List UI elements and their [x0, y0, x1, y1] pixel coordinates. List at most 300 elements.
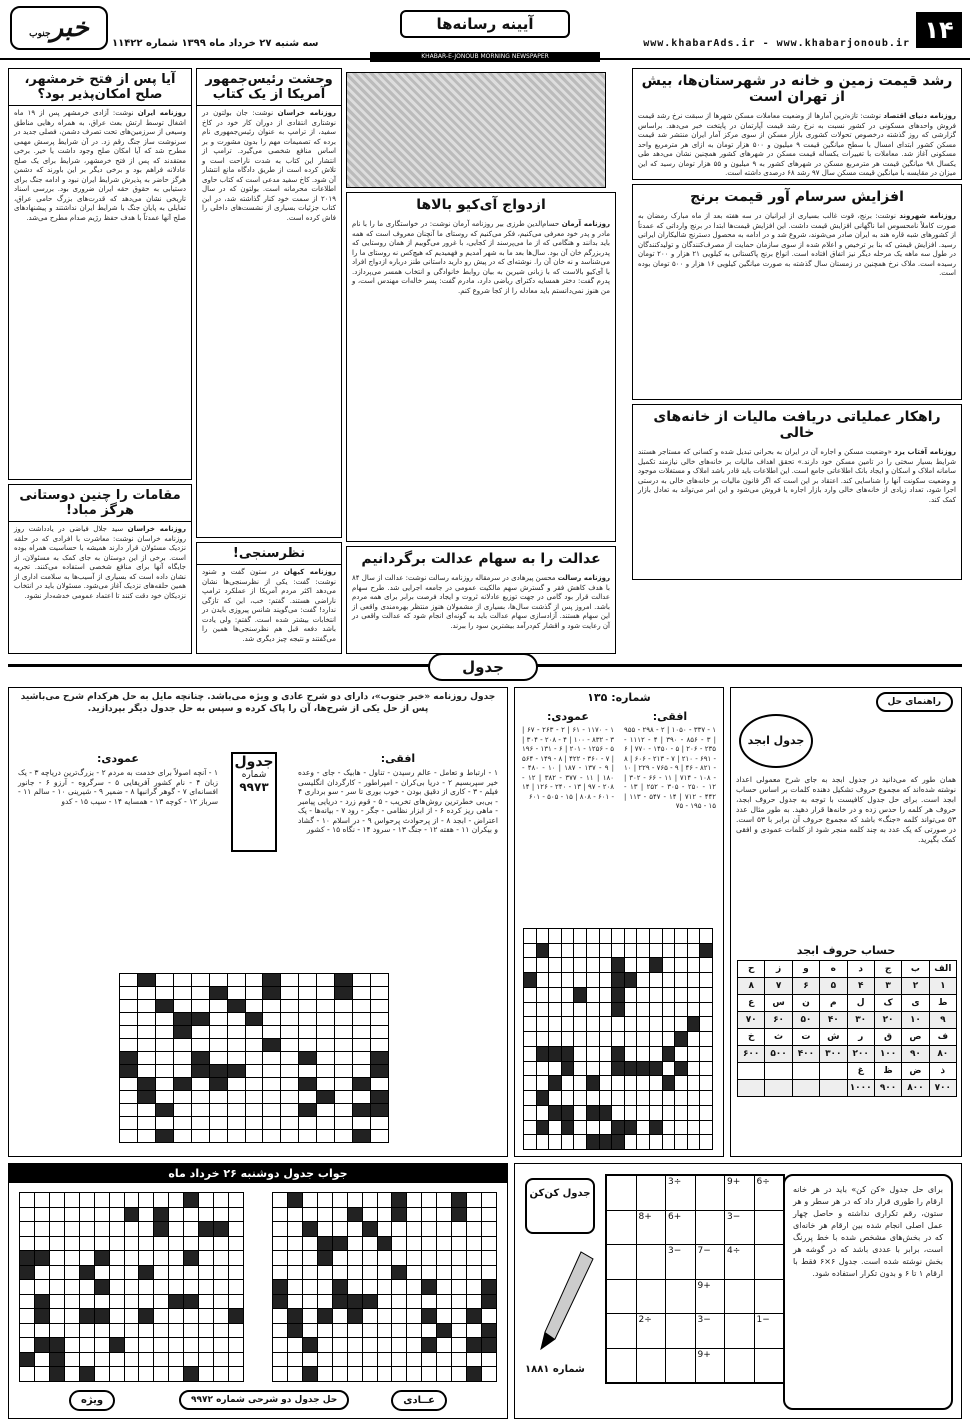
grid-cell[interactable]: [335, 1052, 352, 1064]
grid-cell[interactable]: [371, 1013, 388, 1025]
grid-cell[interactable]: [353, 1091, 370, 1103]
grid-cell[interactable]: [574, 1076, 586, 1090]
grid-cell[interactable]: [210, 1130, 227, 1142]
grid-cell[interactable]: [210, 1000, 227, 1012]
kenken-cell[interactable]: 7−: [696, 1245, 725, 1279]
grid-cell[interactable]: [587, 1091, 599, 1105]
grid-cell[interactable]: [281, 1104, 298, 1116]
grid-cell[interactable]: [587, 1076, 599, 1090]
grid-cell[interactable]: [625, 988, 637, 1002]
grid-cell[interactable]: [688, 1106, 700, 1120]
kenken-cell[interactable]: [725, 1280, 754, 1314]
grid-cell[interactable]: [138, 1052, 155, 1064]
grid-cell[interactable]: [299, 1117, 316, 1129]
grid-cell[interactable]: [537, 1091, 549, 1105]
grid-cell[interactable]: [353, 1013, 370, 1025]
grid-cell[interactable]: [675, 1135, 687, 1149]
grid-cell[interactable]: [549, 1091, 561, 1105]
grid-cell[interactable]: [524, 1032, 536, 1046]
grid-cell[interactable]: [663, 958, 675, 972]
grid-cell[interactable]: [574, 944, 586, 958]
grid-cell[interactable]: [524, 1121, 536, 1135]
grid-cell[interactable]: [156, 1013, 173, 1025]
kenken-cell[interactable]: 2÷: [637, 1314, 666, 1348]
grid-cell[interactable]: [174, 1117, 191, 1129]
grid-cell[interactable]: [537, 1121, 549, 1135]
grid-cell[interactable]: [562, 944, 574, 958]
grid-cell[interactable]: [663, 1047, 675, 1061]
grid-cell[interactable]: [210, 1026, 227, 1038]
grid-cell[interactable]: [562, 1003, 574, 1017]
grid-cell[interactable]: [156, 1104, 173, 1116]
grid-cell[interactable]: [174, 1065, 191, 1077]
grid-cell[interactable]: [549, 1121, 561, 1135]
grid-cell[interactable]: [263, 1104, 280, 1116]
grid-cell[interactable]: [263, 1039, 280, 1051]
grid-cell[interactable]: [587, 1121, 599, 1135]
grid-cell[interactable]: [120, 987, 137, 999]
grid-cell[interactable]: [625, 1106, 637, 1120]
grid-cell[interactable]: [574, 1135, 586, 1149]
grid-cell[interactable]: [587, 958, 599, 972]
kenken-grid[interactable]: [605, 1174, 785, 1384]
grid-cell[interactable]: [371, 1091, 388, 1103]
grid-cell[interactable]: [549, 1003, 561, 1017]
grid-cell[interactable]: [663, 1076, 675, 1090]
grid-cell[interactable]: [663, 973, 675, 987]
grid-cell[interactable]: [562, 1017, 574, 1031]
grid-cell[interactable]: [120, 1026, 137, 1038]
grid-cell[interactable]: [228, 1117, 245, 1129]
grid-cell[interactable]: [192, 1000, 209, 1012]
grid-cell[interactable]: [650, 1003, 662, 1017]
grid-cell[interactable]: [612, 1017, 624, 1031]
grid-cell[interactable]: [700, 1062, 712, 1076]
grid-cell[interactable]: [637, 1017, 649, 1031]
grid-cell[interactable]: [524, 1047, 536, 1061]
grid-cell[interactable]: [574, 973, 586, 987]
grid-cell[interactable]: [228, 987, 245, 999]
grid-cell[interactable]: [688, 1017, 700, 1031]
grid-cell[interactable]: [612, 1076, 624, 1090]
grid-cell[interactable]: [625, 944, 637, 958]
grid-cell[interactable]: [675, 1106, 687, 1120]
grid-cell[interactable]: [612, 1047, 624, 1061]
grid-cell[interactable]: [353, 974, 370, 986]
grid-cell[interactable]: [625, 973, 637, 987]
grid-cell[interactable]: [637, 958, 649, 972]
grid-cell[interactable]: [612, 973, 624, 987]
grid-cell[interactable]: [317, 1026, 334, 1038]
grid-cell[interactable]: [210, 1104, 227, 1116]
grid-cell[interactable]: [675, 944, 687, 958]
grid-cell[interactable]: [228, 1065, 245, 1077]
grid-cell[interactable]: [637, 973, 649, 987]
grid-cell[interactable]: [600, 1106, 612, 1120]
grid-cell[interactable]: [138, 1000, 155, 1012]
grid-cell[interactable]: [524, 1062, 536, 1076]
grid-cell[interactable]: [174, 1052, 191, 1064]
grid-cell[interactable]: [317, 987, 334, 999]
grid-cell[interactable]: [663, 1062, 675, 1076]
grid-cell[interactable]: [600, 1032, 612, 1046]
grid-cell[interactable]: [120, 1104, 137, 1116]
grid-cell[interactable]: [281, 1065, 298, 1077]
grid-cell[interactable]: [246, 1052, 263, 1064]
kenken-cell[interactable]: 9+: [725, 1176, 754, 1210]
grid-cell[interactable]: [281, 1130, 298, 1142]
grid-cell[interactable]: [210, 987, 227, 999]
kenken-cell[interactable]: [637, 1245, 666, 1279]
grid-cell[interactable]: [138, 1117, 155, 1129]
kenken-cell[interactable]: 6+: [666, 1211, 695, 1245]
grid-cell[interactable]: [524, 944, 536, 958]
grid-cell[interactable]: [574, 1062, 586, 1076]
grid-cell[interactable]: [353, 1026, 370, 1038]
grid-cell[interactable]: [371, 1117, 388, 1129]
grid-cell[interactable]: [299, 1091, 316, 1103]
grid-cell[interactable]: [574, 1106, 586, 1120]
website-url[interactable]: www.khabarAds.ir - www.khabarjonoub.ir: [643, 38, 910, 49]
kenken-cell[interactable]: [696, 1176, 725, 1210]
grid-cell[interactable]: [637, 1106, 649, 1120]
grid-cell[interactable]: [192, 1078, 209, 1090]
grid-cell[interactable]: [263, 1013, 280, 1025]
grid-cell[interactable]: [700, 929, 712, 943]
grid-cell[interactable]: [138, 974, 155, 986]
grid-cell[interactable]: [524, 1106, 536, 1120]
grid-cell[interactable]: [210, 1013, 227, 1025]
grid-cell[interactable]: [562, 1047, 574, 1061]
grid-cell[interactable]: [587, 1017, 599, 1031]
grid-cell[interactable]: [637, 1032, 649, 1046]
grid-cell[interactable]: [650, 1076, 662, 1090]
grid-cell[interactable]: [537, 1032, 549, 1046]
grid-cell[interactable]: [612, 1135, 624, 1149]
grid-cell[interactable]: [675, 973, 687, 987]
grid-cell[interactable]: [688, 1076, 700, 1090]
grid-cell[interactable]: [192, 1117, 209, 1129]
grid-cell[interactable]: [612, 929, 624, 943]
grid-cell[interactable]: [587, 1135, 599, 1149]
grid-cell[interactable]: [688, 958, 700, 972]
grid-cell[interactable]: [650, 988, 662, 1002]
kenken-cell[interactable]: 3−: [725, 1211, 754, 1245]
grid-cell[interactable]: [562, 1106, 574, 1120]
grid-cell[interactable]: [562, 958, 574, 972]
grid-cell[interactable]: [562, 1091, 574, 1105]
grid-cell[interactable]: [228, 1130, 245, 1142]
grid-cell[interactable]: [537, 1017, 549, 1031]
grid-cell[interactable]: [574, 1017, 586, 1031]
grid-cell[interactable]: [650, 1047, 662, 1061]
grid-cell[interactable]: [549, 1106, 561, 1120]
grid-cell[interactable]: [317, 1039, 334, 1051]
grid-cell[interactable]: [625, 1062, 637, 1076]
grid-cell[interactable]: [700, 1121, 712, 1135]
grid-cell[interactable]: [587, 1047, 599, 1061]
grid-cell[interactable]: [210, 1052, 227, 1064]
grid-cell[interactable]: [371, 1039, 388, 1051]
grid-cell[interactable]: [228, 1000, 245, 1012]
grid-cell[interactable]: [246, 1013, 263, 1025]
kenken-cell[interactable]: [607, 1280, 636, 1314]
grid-cell[interactable]: [120, 1130, 137, 1142]
grid-cell[interactable]: [353, 1000, 370, 1012]
grid-cell[interactable]: [317, 1065, 334, 1077]
kenken-cell[interactable]: [755, 1245, 784, 1279]
grid-cell[interactable]: [637, 1003, 649, 1017]
grid-cell[interactable]: [688, 1003, 700, 1017]
grid-cell[interactable]: [156, 1000, 173, 1012]
grid-cell[interactable]: [299, 1000, 316, 1012]
grid-cell[interactable]: [700, 1091, 712, 1105]
grid-cell[interactable]: [537, 1076, 549, 1090]
grid-cell[interactable]: [353, 987, 370, 999]
grid-cell[interactable]: [210, 1039, 227, 1051]
grid-cell[interactable]: [574, 958, 586, 972]
grid-cell[interactable]: [675, 1047, 687, 1061]
grid-cell[interactable]: [210, 1091, 227, 1103]
grid-cell[interactable]: [675, 988, 687, 1002]
grid-cell[interactable]: [299, 1052, 316, 1064]
grid-cell[interactable]: [524, 973, 536, 987]
grid-cell[interactable]: [625, 1017, 637, 1031]
grid-cell[interactable]: [562, 1135, 574, 1149]
grid-cell[interactable]: [192, 1052, 209, 1064]
grid-cell[interactable]: [524, 1003, 536, 1017]
grid-cell[interactable]: [600, 988, 612, 1002]
grid-cell[interactable]: [549, 929, 561, 943]
grid-cell[interactable]: [562, 1121, 574, 1135]
grid-cell[interactable]: [299, 1130, 316, 1142]
grid-cell[interactable]: [335, 1039, 352, 1051]
grid-cell[interactable]: [156, 1052, 173, 1064]
grid-cell[interactable]: [650, 1135, 662, 1149]
grid-cell[interactable]: [688, 929, 700, 943]
grid-cell[interactable]: [637, 1091, 649, 1105]
grid-cell[interactable]: [120, 1078, 137, 1090]
grid-cell[interactable]: [281, 1000, 298, 1012]
grid-cell[interactable]: [156, 1078, 173, 1090]
grid-cell[interactable]: [210, 1117, 227, 1129]
grid-cell[interactable]: [299, 1039, 316, 1051]
grid-cell[interactable]: [210, 1078, 227, 1090]
grid-cell[interactable]: [574, 1003, 586, 1017]
grid-cell[interactable]: [524, 988, 536, 1002]
grid-cell[interactable]: [263, 1065, 280, 1077]
grid-cell[interactable]: [156, 987, 173, 999]
grid-cell[interactable]: [281, 1091, 298, 1103]
grid-cell[interactable]: [537, 958, 549, 972]
grid-cell[interactable]: [281, 1052, 298, 1064]
grid-cell[interactable]: [587, 988, 599, 1002]
grid-cell[interactable]: [675, 958, 687, 972]
grid-cell[interactable]: [663, 988, 675, 1002]
grid-cell[interactable]: [335, 1130, 352, 1142]
grid-cell[interactable]: [700, 1017, 712, 1031]
crossword-grid[interactable]: [119, 973, 389, 1143]
grid-cell[interactable]: [587, 1032, 599, 1046]
grid-cell[interactable]: [228, 1052, 245, 1064]
grid-cell[interactable]: [263, 1130, 280, 1142]
grid-cell[interactable]: [156, 1130, 173, 1142]
grid-cell[interactable]: [549, 1047, 561, 1061]
kenken-cell[interactable]: [755, 1211, 784, 1245]
grid-cell[interactable]: [299, 987, 316, 999]
grid-cell[interactable]: [299, 1078, 316, 1090]
grid-cell[interactable]: [612, 988, 624, 1002]
grid-cell[interactable]: [663, 944, 675, 958]
grid-cell[interactable]: [612, 1062, 624, 1076]
grid-cell[interactable]: [120, 1091, 137, 1103]
grid-cell[interactable]: [663, 929, 675, 943]
grid-cell[interactable]: [524, 1091, 536, 1105]
grid-cell[interactable]: [700, 1106, 712, 1120]
grid-cell[interactable]: [246, 1078, 263, 1090]
grid-cell[interactable]: [612, 1106, 624, 1120]
grid-cell[interactable]: [263, 1117, 280, 1129]
grid-cell[interactable]: [549, 1135, 561, 1149]
grid-cell[interactable]: [299, 1026, 316, 1038]
kenken-cell[interactable]: [725, 1349, 754, 1383]
grid-cell[interactable]: [371, 1026, 388, 1038]
grid-cell[interactable]: [335, 974, 352, 986]
grid-cell[interactable]: [317, 1078, 334, 1090]
grid-cell[interactable]: [600, 1091, 612, 1105]
grid-cell[interactable]: [228, 1039, 245, 1051]
grid-cell[interactable]: [600, 1047, 612, 1061]
grid-cell[interactable]: [174, 974, 191, 986]
grid-cell[interactable]: [263, 1026, 280, 1038]
grid-cell[interactable]: [625, 1091, 637, 1105]
grid-cell[interactable]: [600, 1121, 612, 1135]
kenken-cell[interactable]: [607, 1314, 636, 1348]
grid-cell[interactable]: [637, 988, 649, 1002]
grid-cell[interactable]: [537, 1047, 549, 1061]
grid-cell[interactable]: [246, 974, 263, 986]
grid-cell[interactable]: [299, 1065, 316, 1077]
grid-cell[interactable]: [371, 1065, 388, 1077]
grid-cell[interactable]: [156, 974, 173, 986]
grid-cell[interactable]: [335, 1117, 352, 1129]
grid-cell[interactable]: [562, 1062, 574, 1076]
kenken-cell[interactable]: 4÷: [725, 1245, 754, 1279]
grid-cell[interactable]: [353, 1104, 370, 1116]
grid-cell[interactable]: [228, 974, 245, 986]
grid-cell[interactable]: [335, 1091, 352, 1103]
grid-cell[interactable]: [299, 974, 316, 986]
grid-cell[interactable]: [688, 1121, 700, 1135]
grid-cell[interactable]: [524, 1135, 536, 1149]
grid-cell[interactable]: [263, 974, 280, 986]
grid-cell[interactable]: [600, 944, 612, 958]
grid-cell[interactable]: [120, 974, 137, 986]
grid-cell[interactable]: [524, 929, 536, 943]
grid-cell[interactable]: [700, 1032, 712, 1046]
grid-cell[interactable]: [138, 1013, 155, 1025]
grid-cell[interactable]: [675, 1091, 687, 1105]
grid-cell[interactable]: [587, 973, 599, 987]
grid-cell[interactable]: [281, 1117, 298, 1129]
grid-cell[interactable]: [700, 1076, 712, 1090]
grid-cell[interactable]: [138, 1065, 155, 1077]
grid-cell[interactable]: [675, 1017, 687, 1031]
grid-cell[interactable]: [650, 973, 662, 987]
grid-cell[interactable]: [281, 974, 298, 986]
grid-cell[interactable]: [700, 1047, 712, 1061]
grid-cell[interactable]: [650, 944, 662, 958]
grid-cell[interactable]: [371, 1130, 388, 1142]
kenken-cell[interactable]: [607, 1211, 636, 1245]
grid-cell[interactable]: [700, 973, 712, 987]
grid-cell[interactable]: [625, 1135, 637, 1149]
grid-cell[interactable]: [371, 1078, 388, 1090]
kenken-cell[interactable]: [607, 1176, 636, 1210]
grid-cell[interactable]: [192, 1065, 209, 1077]
grid-cell[interactable]: [612, 1121, 624, 1135]
grid-cell[interactable]: [574, 1091, 586, 1105]
grid-cell[interactable]: [371, 1000, 388, 1012]
grid-cell[interactable]: [562, 988, 574, 1002]
grid-cell[interactable]: [688, 1047, 700, 1061]
grid-cell[interactable]: [335, 1000, 352, 1012]
kenken-cell[interactable]: 6÷: [755, 1176, 784, 1210]
kenken-cell[interactable]: [607, 1349, 636, 1383]
grid-cell[interactable]: [663, 1106, 675, 1120]
grid-cell[interactable]: [174, 1104, 191, 1116]
grid-cell[interactable]: [299, 1013, 316, 1025]
grid-cell[interactable]: [600, 1135, 612, 1149]
grid-cell[interactable]: [228, 1013, 245, 1025]
grid-cell[interactable]: [612, 1091, 624, 1105]
grid-cell[interactable]: [549, 958, 561, 972]
grid-cell[interactable]: [663, 1003, 675, 1017]
grid-cell[interactable]: [562, 1076, 574, 1090]
grid-cell[interactable]: [120, 1117, 137, 1129]
grid-cell[interactable]: [700, 1003, 712, 1017]
grid-cell[interactable]: [281, 1026, 298, 1038]
grid-cell[interactable]: [637, 1047, 649, 1061]
grid-cell[interactable]: [317, 974, 334, 986]
grid-cell[interactable]: [317, 1000, 334, 1012]
grid-cell[interactable]: [246, 1065, 263, 1077]
grid-cell[interactable]: [246, 1039, 263, 1051]
grid-cell[interactable]: [228, 1104, 245, 1116]
kenken-cell[interactable]: [755, 1280, 784, 1314]
grid-cell[interactable]: [210, 974, 227, 986]
grid-cell[interactable]: [600, 929, 612, 943]
grid-cell[interactable]: [246, 1091, 263, 1103]
grid-cell[interactable]: [246, 1117, 263, 1129]
grid-cell[interactable]: [524, 1017, 536, 1031]
grid-cell[interactable]: [138, 1026, 155, 1038]
grid-cell[interactable]: [650, 929, 662, 943]
grid-cell[interactable]: [174, 1130, 191, 1142]
grid-cell[interactable]: [317, 1013, 334, 1025]
grid-cell[interactable]: [174, 1078, 191, 1090]
grid-cell[interactable]: [562, 929, 574, 943]
grid-cell[interactable]: [537, 944, 549, 958]
grid-cell[interactable]: [675, 1076, 687, 1090]
grid-cell[interactable]: [650, 1121, 662, 1135]
kenken-cell[interactable]: 3−: [696, 1314, 725, 1348]
grid-cell[interactable]: [625, 929, 637, 943]
grid-cell[interactable]: [688, 1032, 700, 1046]
grid-cell[interactable]: [700, 944, 712, 958]
grid-cell[interactable]: [138, 987, 155, 999]
grid-cell[interactable]: [600, 1017, 612, 1031]
